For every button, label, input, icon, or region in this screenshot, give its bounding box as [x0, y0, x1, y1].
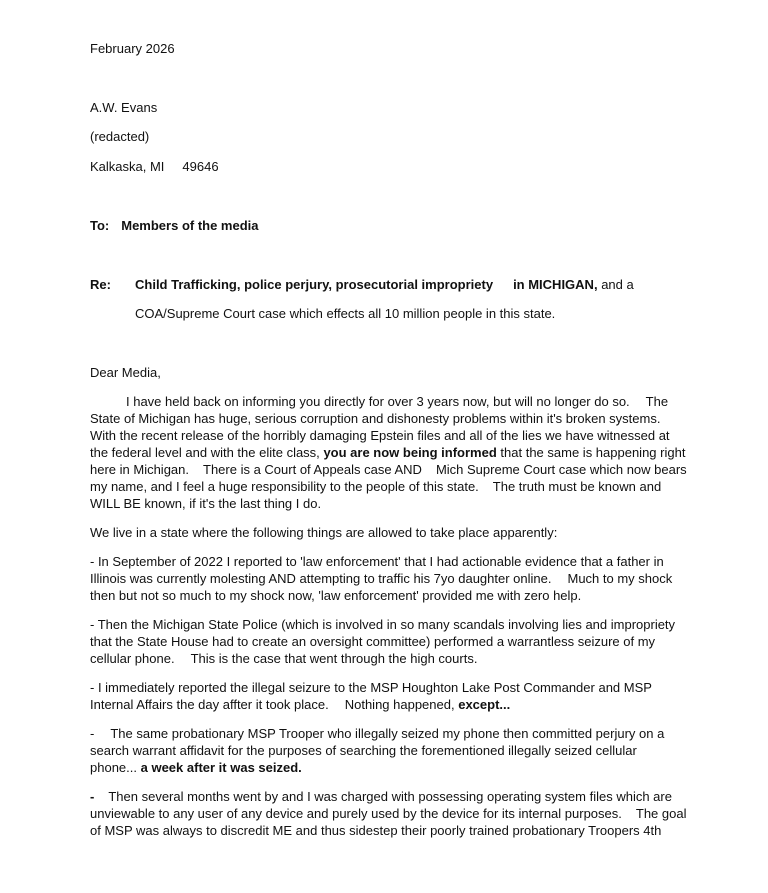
p7-line1-text: Then several months went by and I was charged with possessing operating system files which are [108, 789, 672, 804]
p7-line2 [90, 805, 686, 822]
p1-line5-c: Mich Supreme Court case which now bears [435, 462, 687, 477]
p6-dash: - [90, 726, 95, 741]
p2-line1: We live in a state where the following things are allowed to take place apparently: [90, 525, 558, 540]
p6-line1-text: The same probationary MSP Trooper who illegally seized my phone then committed perjury on a [110, 726, 665, 741]
p1-line5-b: There is a Court of Appeals case AND [203, 462, 422, 477]
p3-line2-b: Much to my shock [567, 571, 673, 586]
p5-line2-a: Internal Affairs the day affter it took place. [90, 697, 329, 712]
p7-dash: - [90, 789, 95, 804]
p6-line3-bold: a week after it was seized. [140, 760, 302, 775]
p7-line3: of MSP was always to discredit ME and thus sidestep their poorly trained probationary Troopers 4th [90, 823, 662, 838]
p4-line2: that the State House had to create an oversight committee) performed a warrantless seizure of my [90, 634, 656, 649]
p1-line2: State of Michigan has huge, serious corruption and dishonesty problems within it's broken systems. [90, 411, 661, 426]
re-subject-line2: COA/Supreme Court case which effects all 10 million people in this state. [135, 306, 556, 321]
sender-address: (redacted) [90, 129, 150, 144]
re-subject-line1 [135, 276, 634, 293]
p1-line4-a: the federal level and with the elite class, [90, 445, 320, 460]
p1-line1-b: The [645, 394, 669, 409]
p1-line6-a: my name, and I feel a huge responsibility to the people of this state. [90, 479, 479, 494]
p1-line6-b: The truth must be known and [492, 479, 662, 494]
re-line [90, 276, 111, 293]
re-part2: in MICHIGAN, [513, 277, 598, 292]
to-label: To: [90, 218, 110, 233]
p6-line3-a: phone... [90, 760, 137, 775]
p5-line2-b: Nothing happened, [344, 697, 455, 712]
p5-line2-bold: except... [458, 697, 511, 712]
p1-line4-bold: you are now being informed [323, 445, 497, 460]
p5-line1: - I immediately reported the illegal seizure to the MSP Houghton Lake Post Commander and MSP [90, 680, 652, 695]
p6-line2: search warrant affidavit for the purposes of searching the forementioned illegally seized cellular [90, 743, 637, 758]
p3-line3: then but not so much to my shock now, 'law enforcement' provided me with zero help. [90, 588, 582, 603]
p1-line1-a: I have held back on informing you directly for over 3 years now, but will no longer do so. [126, 394, 630, 409]
p4-line3 [90, 650, 477, 667]
p4-line3-b: This is the case that went through the high courts. [190, 651, 478, 666]
letter-date: February 2026 [90, 41, 175, 56]
p1-line4-c: that the same is happening right [500, 445, 686, 460]
sender-city: Kalkaska, MI [90, 159, 165, 174]
p1-line5 [90, 461, 687, 478]
p1-line4 [90, 444, 685, 461]
p6-line3 [90, 759, 302, 776]
p1-line6 [90, 478, 661, 495]
re-part3: and a [601, 277, 634, 292]
p7-line2-a: unviewable to any user of any device and purely used by the device for its internal purposes. [90, 806, 622, 821]
re-part1: Child Trafficking, police perjury, prosecutorial impropriety [135, 277, 494, 292]
p7-line1 [90, 788, 672, 805]
salutation: Dear Media, [90, 365, 161, 380]
p7-line2-b: The goal [635, 806, 687, 821]
p3-line1: - In September of 2022 I reported to 'law enforcement' that I had actionable evidence that a father in [90, 554, 664, 569]
p4-line1: - Then the Michigan State Police (which is involved in so many scandals involving lies and impropriety [90, 617, 676, 632]
p1-line7: WILL BE known, if it's the last thing I do. [90, 496, 322, 511]
p4-line3-a: cellular phone. [90, 651, 175, 666]
p1-line5-a: here in Michigan. [90, 462, 189, 477]
sender-name: A.W. Evans [90, 100, 158, 115]
p1-line3: With the recent release of the horribly damaging Epstein files and all of the lies we have witnessed at [90, 428, 670, 443]
sender-city-line [90, 158, 219, 175]
to-line [90, 217, 259, 234]
p5-line2 [90, 696, 510, 713]
re-label: Re: [90, 277, 111, 292]
sender-zip: 49646 [182, 159, 219, 174]
p6-line1 [90, 725, 664, 742]
p1-line1 [126, 393, 668, 410]
to-value: Members of the media [121, 218, 259, 233]
p3-line2 [90, 570, 672, 587]
p3-line2-a: Illinois was currently molesting AND attempting to traffic his 7yo daughter online. [90, 571, 552, 586]
